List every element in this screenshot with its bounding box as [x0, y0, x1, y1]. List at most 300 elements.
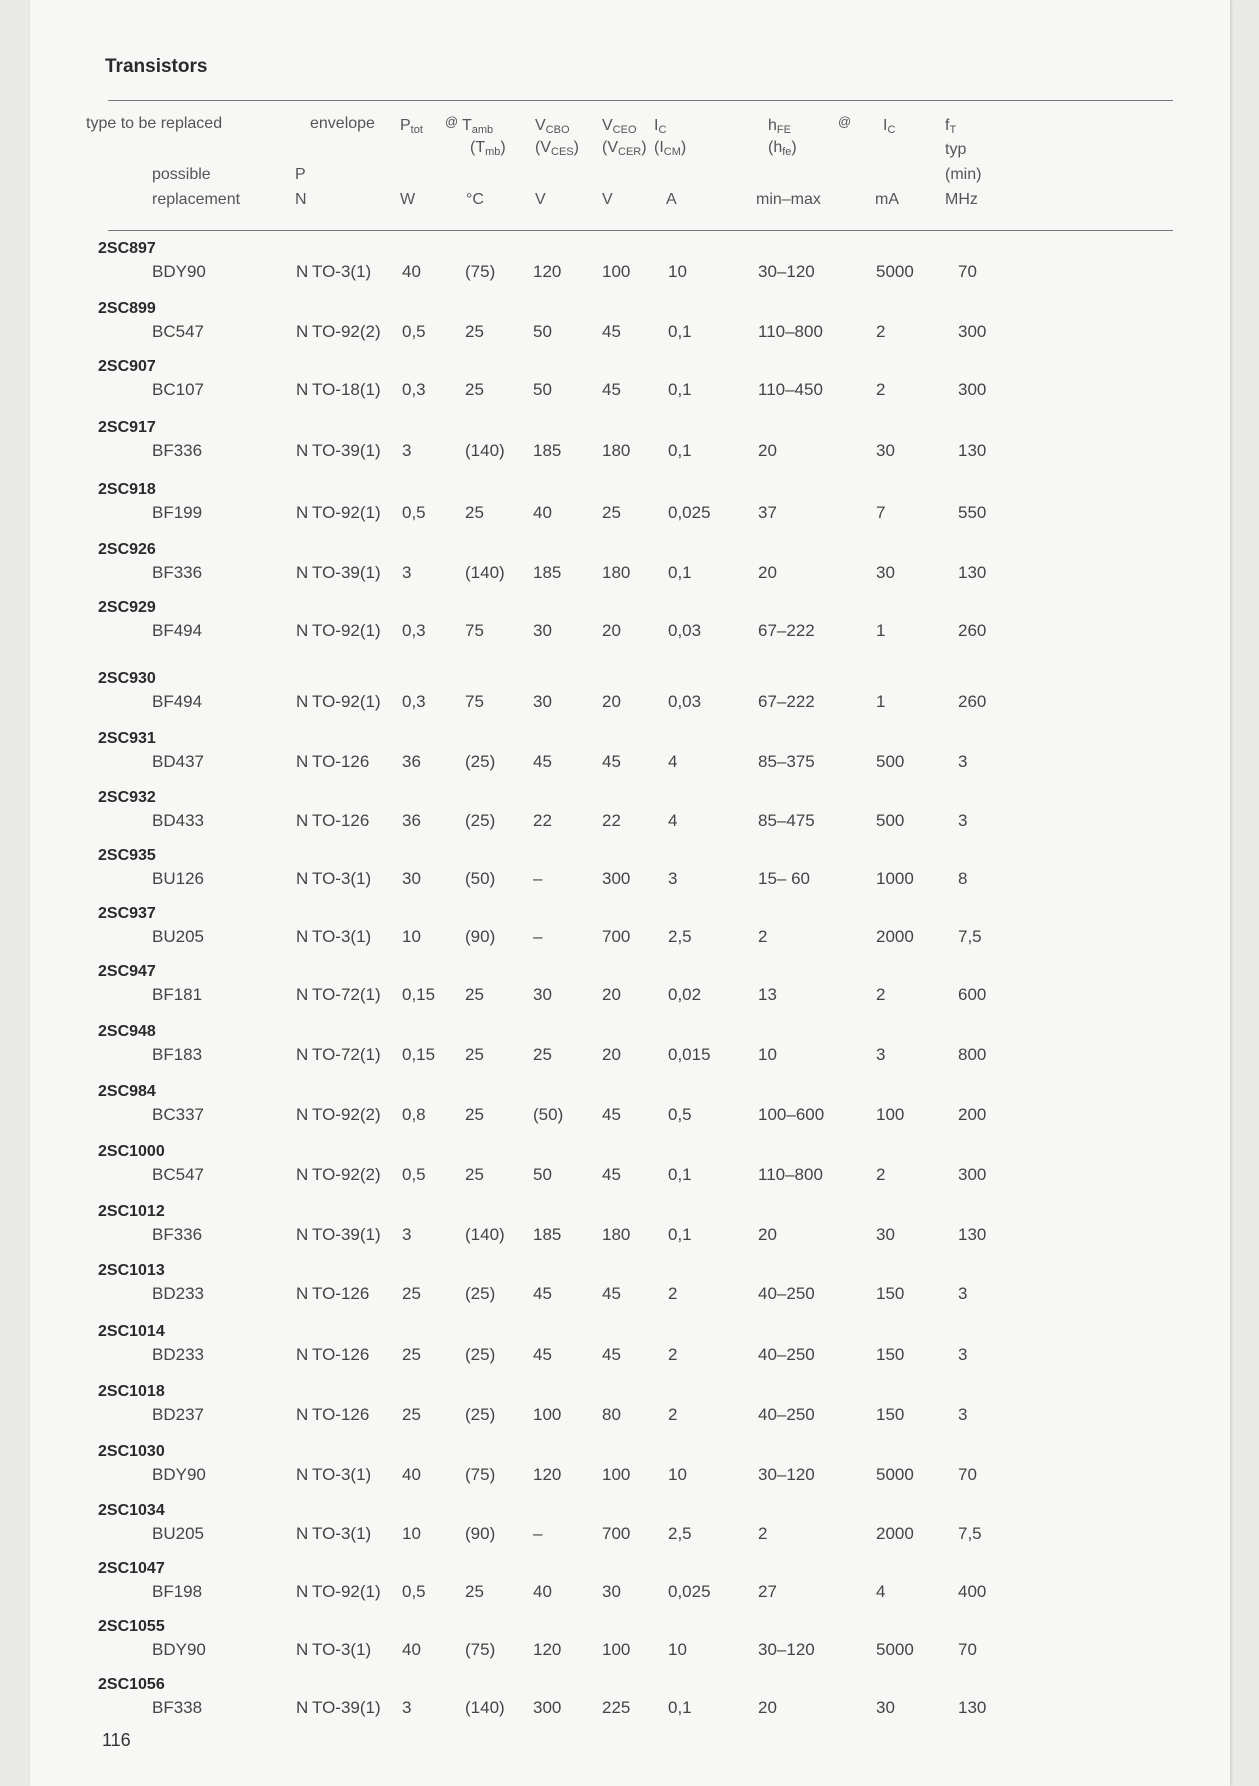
envelope-cell: TO-92(1) — [312, 1582, 381, 1601]
table-body — [30, 0, 1230, 1786]
ic-cell: 0,1 — [668, 441, 692, 460]
replacement-cell: BF494 — [152, 692, 203, 711]
table-row — [30, 847, 1230, 905]
vceo-cell: 100 — [602, 1640, 631, 1659]
ptot-cell: 0,15 — [402, 1045, 436, 1064]
type-to-be-replaced-cell: 2SC1018 — [98, 1383, 165, 1400]
polarity-cell: N — [296, 1465, 309, 1484]
temperature-cell: (75) — [465, 1640, 496, 1659]
table-row — [30, 1203, 1230, 1261]
polarity-cell: N — [296, 1698, 309, 1717]
envelope-cell: TO-126 — [312, 752, 370, 771]
polarity-cell: N — [296, 380, 309, 399]
ic-test-cell: 2000 — [876, 1524, 914, 1543]
temperature-cell: 25 — [465, 503, 484, 522]
temperature-cell: (50) — [465, 869, 496, 888]
replacement-cell: BDY90 — [152, 262, 206, 281]
type-to-be-replaced-cell: 2SC937 — [98, 905, 156, 922]
type-to-be-replaced-cell: 2SC929 — [98, 599, 156, 616]
ptot-cell: 25 — [402, 1345, 421, 1364]
ft-cell: 70 — [958, 262, 977, 281]
ic-cell: 2 — [668, 1405, 678, 1424]
ptot-cell: 25 — [402, 1405, 421, 1424]
ic-cell: 0,02 — [668, 985, 702, 1004]
ic-cell: 0,1 — [668, 380, 692, 399]
ic-test-cell: 1 — [876, 692, 886, 711]
ft-cell: 3 — [958, 1405, 968, 1424]
polarity-cell: N — [296, 503, 309, 522]
vcbo-cell: 120 — [533, 262, 562, 281]
ic-cell: 0,015 — [668, 1045, 711, 1064]
ic-test-cell: 2000 — [876, 927, 914, 946]
type-to-be-replaced-cell: 2SC1047 — [98, 1560, 165, 1577]
replacement-cell: BF181 — [152, 985, 203, 1004]
envelope-cell: TO-72(1) — [312, 985, 381, 1004]
header-p: P — [295, 166, 306, 183]
ic-cell: 10 — [668, 262, 687, 281]
temperature-cell: (140) — [465, 563, 505, 582]
table-row — [30, 358, 1230, 416]
table-row — [30, 1262, 1230, 1320]
temperature-cell: (25) — [465, 1284, 496, 1303]
page-number: 116 — [102, 1730, 131, 1750]
vceo-cell: 45 — [602, 322, 621, 341]
hfe-cell: 13 — [758, 985, 777, 1004]
table-row — [30, 541, 1230, 599]
replacement-cell: BC337 — [152, 1105, 204, 1124]
ic-test-cell: 5000 — [876, 262, 914, 281]
replacement-cell: BF336 — [152, 441, 203, 460]
vcbo-cell: 25 — [533, 1045, 552, 1064]
ft-cell: 70 — [958, 1640, 977, 1659]
hfe-cell: 30–120 — [758, 1640, 815, 1659]
vceo-cell: 25 — [602, 503, 621, 522]
ic-test-cell: 500 — [876, 811, 905, 830]
header-ic: $I_C$ — [654, 117, 667, 136]
hfe-cell: 110–450 — [758, 380, 823, 399]
ptot-cell: 40 — [402, 1640, 421, 1659]
type-to-be-replaced-cell: 2SC931 — [98, 730, 156, 747]
vcbo-cell: 50 — [533, 380, 552, 399]
replacement-cell: BF336 — [152, 1225, 203, 1244]
ft-cell: 70 — [958, 1465, 977, 1484]
envelope-cell: TO-3(1) — [312, 262, 372, 281]
unit-w: W — [400, 191, 416, 208]
polarity-cell: N — [296, 985, 309, 1004]
ptot-cell: 40 — [402, 262, 421, 281]
temperature-cell: 25 — [465, 1045, 484, 1064]
vcbo-cell: 40 — [533, 503, 552, 522]
ptot-cell: 0,5 — [402, 1165, 426, 1184]
vceo-cell: 300 — [602, 869, 631, 888]
unit-min-max: min–max — [756, 191, 821, 208]
type-to-be-replaced-cell: 2SC897 — [98, 240, 156, 257]
hfe-cell: 20 — [758, 1225, 777, 1244]
polarity-cell: N — [296, 869, 309, 888]
vceo-cell: 180 — [602, 563, 631, 582]
header-vceo: $V_{CEO}$ — [602, 117, 637, 136]
hfe-cell: 2 — [758, 1524, 768, 1543]
table-row — [30, 599, 1230, 657]
vceo-cell: 30 — [602, 1582, 621, 1601]
header-type-to-be-replaced: type to be replaced — [86, 115, 223, 132]
temperature-cell: 25 — [465, 1582, 484, 1601]
ptot-cell: 3 — [402, 441, 412, 460]
hfe-cell: 15– 60 — [758, 869, 810, 888]
ft-cell: 300 — [958, 322, 987, 341]
polarity-cell: N — [296, 1284, 309, 1303]
ic-test-cell: 1000 — [876, 869, 914, 888]
temperature-cell: 25 — [465, 985, 484, 1004]
temperature-cell: 25 — [465, 380, 484, 399]
ptot-cell: 0,3 — [402, 692, 426, 711]
unit-v-cbo: V — [535, 191, 546, 208]
temperature-cell: (25) — [465, 1345, 496, 1364]
header-replacement: replacement — [152, 191, 241, 208]
hfe-cell: 67–222 — [758, 692, 815, 711]
envelope-cell: TO-3(1) — [312, 1465, 372, 1484]
replacement-cell: BDY90 — [152, 1465, 206, 1484]
ptot-cell: 3 — [402, 1698, 412, 1717]
vceo-cell: 45 — [602, 1165, 621, 1184]
header-tmb: $(T_{mb})$ — [470, 139, 506, 158]
hfe-cell: 110–800 — [758, 322, 823, 341]
vceo-cell: 700 — [602, 927, 631, 946]
ft-cell: 130 — [958, 441, 987, 460]
vcbo-cell: 30 — [533, 621, 552, 640]
header-ptot: $P_{tot}$ — [400, 117, 423, 136]
ft-cell: 550 — [958, 503, 987, 522]
ic-cell: 0,025 — [668, 1582, 711, 1601]
hfe-cell: 20 — [758, 441, 777, 460]
vceo-cell: 20 — [602, 692, 621, 711]
table-row — [30, 789, 1230, 847]
vceo-cell: 45 — [602, 1345, 621, 1364]
ic-test-cell: 2 — [876, 1165, 886, 1184]
header-vcbo: $V_{CBO}$ — [535, 117, 570, 136]
ptot-cell: 0,5 — [402, 322, 426, 341]
vcbo-cell: 22 — [533, 811, 552, 830]
table-row — [30, 240, 1230, 298]
ft-cell: 130 — [958, 1698, 987, 1717]
temperature-cell: (140) — [465, 1225, 505, 1244]
table-row — [30, 1502, 1230, 1560]
polarity-cell: N — [296, 563, 309, 582]
header-envelope: envelope — [310, 115, 375, 132]
header-tamb: $T_{amb}$ — [462, 117, 494, 136]
unit-ma: mA — [875, 191, 899, 208]
ic-cell: 0,1 — [668, 322, 692, 341]
ic-cell: 2 — [668, 1345, 678, 1364]
envelope-cell: TO-92(2) — [312, 1105, 381, 1124]
temperature-cell: (140) — [465, 1698, 505, 1717]
temperature-cell: (90) — [465, 1524, 496, 1543]
ft-cell: 260 — [958, 692, 987, 711]
type-to-be-replaced-cell: 2SC984 — [98, 1083, 156, 1100]
header-min: (min) — [945, 166, 982, 183]
ic-test-cell: 500 — [876, 752, 905, 771]
table-row — [30, 730, 1230, 788]
vceo-cell: 45 — [602, 1284, 621, 1303]
hfe-cell: 85–375 — [758, 752, 815, 771]
ptot-cell: 40 — [402, 1465, 421, 1484]
polarity-cell: N — [296, 752, 309, 771]
ft-cell: 3 — [958, 1345, 968, 1364]
vceo-cell: 100 — [602, 262, 631, 281]
vceo-cell: 80 — [602, 1405, 621, 1424]
vcbo-cell: – — [533, 869, 543, 888]
type-to-be-replaced-cell: 2SC1030 — [98, 1443, 165, 1460]
ft-cell: 300 — [958, 380, 987, 399]
ic-cell: 0,1 — [668, 1165, 692, 1184]
table-row — [30, 300, 1230, 358]
envelope-cell: TO-3(1) — [312, 1640, 372, 1659]
table-row — [30, 1443, 1230, 1501]
table-row — [30, 905, 1230, 963]
hfe-cell: 2 — [758, 927, 768, 946]
ic-test-cell: 150 — [876, 1284, 905, 1303]
header-ic-test: $I_C$ — [883, 117, 896, 136]
polarity-cell: N — [296, 1225, 309, 1244]
vcbo-cell: 30 — [533, 985, 552, 1004]
ic-cell: 3 — [668, 869, 678, 888]
header-possible: possible — [152, 166, 211, 183]
type-to-be-replaced-cell: 2SC907 — [98, 358, 156, 375]
replacement-cell: BC547 — [152, 322, 204, 341]
polarity-cell: N — [296, 1640, 309, 1659]
hfe-cell: 30–120 — [758, 1465, 815, 1484]
replacement-cell: BDY90 — [152, 1640, 206, 1659]
polarity-cell: N — [296, 811, 309, 830]
table-row — [30, 1083, 1230, 1141]
ic-cell: 0,03 — [668, 692, 702, 711]
polarity-cell: N — [296, 322, 309, 341]
temperature-cell: (25) — [465, 1405, 496, 1424]
vcbo-cell: – — [533, 927, 543, 946]
header-hfe-small: $(h_{fe})$ — [768, 139, 797, 158]
vcbo-cell: – — [533, 1524, 543, 1543]
type-to-be-replaced-cell: 2SC1056 — [98, 1676, 165, 1693]
envelope-cell: TO-72(1) — [312, 1045, 381, 1064]
ptot-cell: 36 — [402, 811, 421, 830]
ic-cell: 0,03 — [668, 621, 702, 640]
type-to-be-replaced-cell: 2SC1014 — [98, 1323, 165, 1340]
header-at-1: @ — [445, 114, 459, 129]
table-row — [30, 1323, 1230, 1381]
replacement-cell: BD437 — [152, 752, 204, 771]
replacement-cell: BD233 — [152, 1345, 204, 1364]
table-row — [30, 670, 1230, 728]
ic-test-cell: 1 — [876, 621, 886, 640]
ic-cell: 0,1 — [668, 563, 692, 582]
type-to-be-replaced-cell: 2SC947 — [98, 963, 156, 980]
vcbo-cell: 50 — [533, 1165, 552, 1184]
envelope-cell: TO-3(1) — [312, 927, 372, 946]
ic-cell: 2 — [668, 1284, 678, 1303]
polarity-cell: N — [296, 1105, 309, 1124]
replacement-cell: BD233 — [152, 1284, 204, 1303]
vceo-cell: 100 — [602, 1465, 631, 1484]
type-to-be-replaced-cell: 2SC1055 — [98, 1618, 165, 1635]
header-n: N — [295, 191, 307, 208]
ptot-cell: 3 — [402, 1225, 412, 1244]
ic-test-cell: 5000 — [876, 1640, 914, 1659]
ptot-cell: 36 — [402, 752, 421, 771]
ic-test-cell: 30 — [876, 563, 895, 582]
vcbo-cell: 185 — [533, 441, 562, 460]
vcbo-cell: 300 — [533, 1698, 562, 1717]
envelope-cell: TO-92(2) — [312, 1165, 381, 1184]
ic-test-cell: 5000 — [876, 1465, 914, 1484]
hfe-cell: 10 — [758, 1045, 777, 1064]
ic-test-cell: 7 — [876, 503, 886, 522]
ft-cell: 600 — [958, 985, 987, 1004]
replacement-cell: BF338 — [152, 1698, 203, 1717]
ptot-cell: 0,3 — [402, 380, 426, 399]
header-typ: typ — [945, 141, 967, 158]
replacement-cell: BD433 — [152, 811, 204, 830]
envelope-cell: TO-39(1) — [312, 441, 381, 460]
replacement-cell: BU205 — [152, 927, 204, 946]
temperature-cell: (25) — [465, 752, 496, 771]
ft-cell: 3 — [958, 1284, 968, 1303]
ft-cell: 7,5 — [958, 927, 982, 946]
ptot-cell: 25 — [402, 1284, 421, 1303]
vcbo-cell: 45 — [533, 1345, 552, 1364]
ic-test-cell: 2 — [876, 985, 886, 1004]
ic-cell: 0,1 — [668, 1698, 692, 1717]
vcbo-cell: 185 — [533, 563, 562, 582]
hfe-cell: 100–600 — [758, 1105, 825, 1124]
polarity-cell: N — [296, 1524, 309, 1543]
envelope-cell: TO-126 — [312, 1345, 370, 1364]
temperature-cell: (90) — [465, 927, 496, 946]
type-to-be-replaced-cell: 2SC935 — [98, 847, 156, 864]
hfe-cell: 110–800 — [758, 1165, 823, 1184]
hfe-cell: 40–250 — [758, 1284, 815, 1303]
hfe-cell: 27 — [758, 1582, 777, 1601]
header-vces: $(V_{CES})$ — [535, 139, 579, 158]
ft-cell: 7,5 — [958, 1524, 982, 1543]
section-title: Transistors — [105, 56, 208, 77]
polarity-cell: N — [296, 927, 309, 946]
vceo-cell: 700 — [602, 1524, 631, 1543]
vcbo-cell: 30 — [533, 692, 552, 711]
hfe-cell: 20 — [758, 1698, 777, 1717]
table-row — [30, 1560, 1230, 1618]
replacement-cell: BU126 — [152, 869, 204, 888]
temperature-cell: 25 — [465, 322, 484, 341]
ft-cell: 800 — [958, 1045, 987, 1064]
ft-cell: 400 — [958, 1582, 987, 1601]
replacement-cell: BC547 — [152, 1165, 204, 1184]
ic-cell: 0,5 — [668, 1105, 692, 1124]
vcbo-cell: 45 — [533, 1284, 552, 1303]
ptot-cell: 0,15 — [402, 985, 436, 1004]
temperature-cell: 75 — [465, 692, 484, 711]
table-row — [30, 1676, 1230, 1734]
ft-cell: 130 — [958, 563, 987, 582]
vceo-cell: 20 — [602, 1045, 621, 1064]
polarity-cell: N — [296, 1345, 309, 1364]
polarity-cell: N — [296, 1045, 309, 1064]
ic-cell: 0,1 — [668, 1225, 692, 1244]
type-to-be-replaced-cell: 2SC1000 — [98, 1143, 165, 1160]
envelope-cell: TO-126 — [312, 1405, 370, 1424]
temperature-cell: 75 — [465, 621, 484, 640]
polarity-cell: N — [296, 441, 309, 460]
document-page — [30, 0, 1230, 1786]
ft-cell: 3 — [958, 811, 968, 830]
vceo-cell: 20 — [602, 621, 621, 640]
header-icm: $(I_{CM})$ — [654, 139, 687, 158]
ic-test-cell: 4 — [876, 1582, 886, 1601]
type-to-be-replaced-cell: 2SC918 — [98, 481, 156, 498]
ic-test-cell: 2 — [876, 380, 886, 399]
ft-cell: 300 — [958, 1165, 987, 1184]
vceo-cell: 180 — [602, 441, 631, 460]
ft-cell: 130 — [958, 1225, 987, 1244]
envelope-cell: TO-39(1) — [312, 1698, 381, 1717]
ic-test-cell: 100 — [876, 1105, 905, 1124]
vceo-cell: 225 — [602, 1698, 631, 1717]
unit-mhz: MHz — [945, 191, 978, 208]
replacement-cell: BF494 — [152, 621, 203, 640]
ic-test-cell: 3 — [876, 1045, 886, 1064]
temperature-cell: (75) — [465, 262, 496, 281]
replacement-cell: BF183 — [152, 1045, 203, 1064]
ft-cell: 260 — [958, 621, 987, 640]
envelope-cell: TO-126 — [312, 811, 370, 830]
temperature-cell: (140) — [465, 441, 505, 460]
ic-cell: 2,5 — [668, 1524, 692, 1543]
polarity-cell: N — [296, 1582, 309, 1601]
ptot-cell: 0,5 — [402, 1582, 426, 1601]
vceo-cell: 22 — [602, 811, 621, 830]
ic-cell: 4 — [668, 752, 678, 771]
vceo-cell: 45 — [602, 1105, 621, 1124]
type-to-be-replaced-cell: 2SC1012 — [98, 1203, 165, 1220]
ic-test-cell: 30 — [876, 441, 895, 460]
replacement-cell: BC107 — [152, 380, 204, 399]
type-to-be-replaced-cell: 2SC948 — [98, 1023, 156, 1040]
table-row — [30, 1383, 1230, 1441]
table-row — [30, 419, 1230, 477]
table-row — [30, 1143, 1230, 1201]
polarity-cell: N — [296, 262, 309, 281]
type-to-be-replaced-cell: 2SC926 — [98, 541, 156, 558]
replacement-cell: BU205 — [152, 1524, 204, 1543]
hfe-cell: 40–250 — [758, 1405, 815, 1424]
replacement-cell: BF198 — [152, 1582, 203, 1601]
type-to-be-replaced-cell: 2SC899 — [98, 300, 156, 317]
type-to-be-replaced-cell: 2SC1034 — [98, 1502, 165, 1519]
envelope-cell: TO-92(2) — [312, 322, 381, 341]
hfe-cell: 85–475 — [758, 811, 815, 830]
ic-cell: 10 — [668, 1465, 687, 1484]
ic-cell: 4 — [668, 811, 678, 830]
ic-test-cell: 30 — [876, 1225, 895, 1244]
vceo-cell: 180 — [602, 1225, 631, 1244]
ptot-cell: 10 — [402, 927, 421, 946]
ft-cell: 3 — [958, 752, 968, 771]
table-row — [30, 963, 1230, 1021]
ptot-cell: 0,3 — [402, 621, 426, 640]
vceo-cell: 20 — [602, 985, 621, 1004]
hfe-cell: 37 — [758, 503, 777, 522]
envelope-cell: TO-92(1) — [312, 621, 381, 640]
vcbo-cell: 45 — [533, 752, 552, 771]
